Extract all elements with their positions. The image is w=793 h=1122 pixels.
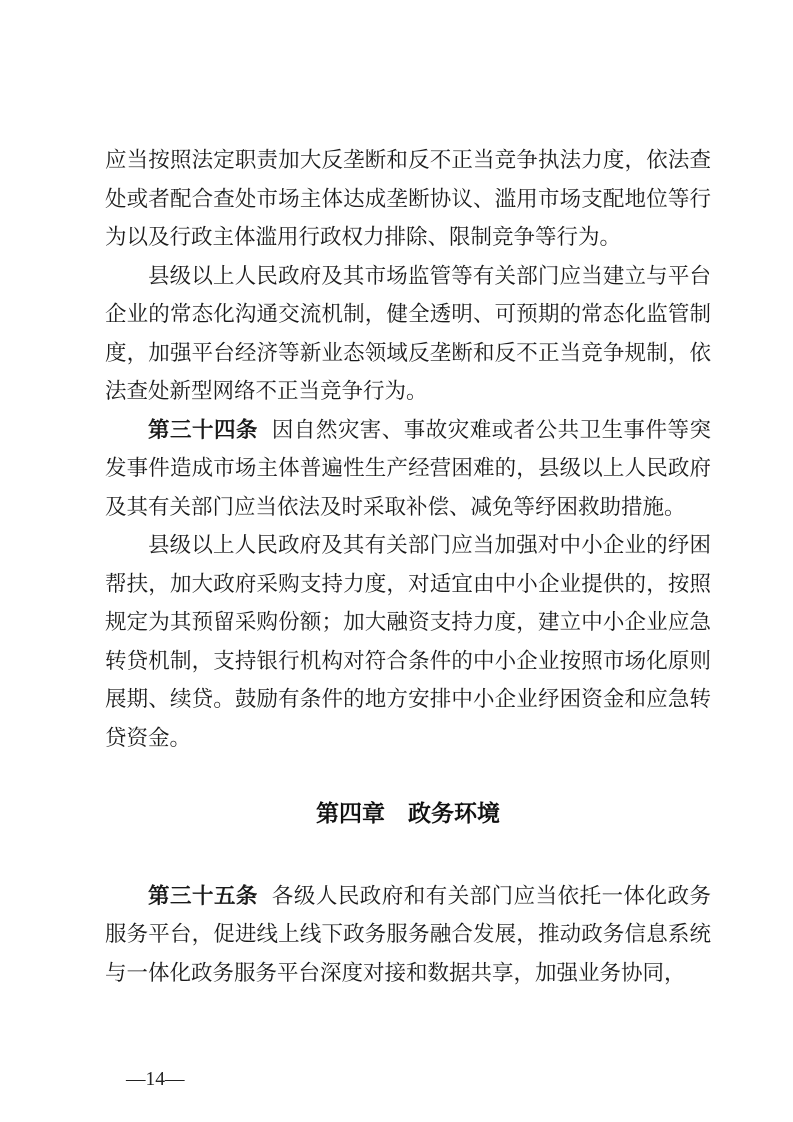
body-paragraph [105, 141, 711, 257]
body-paragraph [105, 526, 711, 757]
document-text-block [105, 141, 711, 992]
article-number-label: 第三十五条 [148, 883, 258, 908]
paragraph-text: 应当按照法定职责加大反垄断和反不正当竞争执法力度，依法查处或者配合查处市场主体达成垄断协议、滥用市场支配地位等行为以及行政主体滥用行政权力排除、限制竞争等行为。 [105, 148, 711, 249]
paragraph-text: 各级人民政府和有关部门应当依托一体化政务服务平台，促进线上线下政务服务融合发展，推动政务信息系统与一体化政务服务平台深度对接和数据共享，加强业务协同， [105, 883, 711, 985]
body-paragraph [105, 877, 711, 993]
chapter-heading: 第四章 政务环境 [316, 800, 500, 826]
article-number-label: 第三十四条 [148, 417, 258, 442]
paragraph-text: 因自然灾害、事故灾难或者公共卫生事件等突发事件造成市场主体普遍性生产经营困难的，县级以上人民政府及其有关部门应当依法及时采取补偿、减免等纾困救助措施。 [105, 417, 711, 519]
paragraph-text: 县级以上人民政府及其市场监管等有关部门应当建立与平台企业的常态化沟通交流机制，健全透明、可预期的常态化监管制度，加强平台经济等新业态领域反垄断和反不正当竞争规制，依法查处新型网络不正当竞争行为。 [105, 263, 711, 403]
page-number: —14— [126, 1069, 185, 1090]
body-paragraph [105, 411, 711, 527]
paragraph-text: 县级以上人民政府及其有关部门应当加强对中小企业的纾困帮扶，加大政府采购支持力度，对适宜由中小企业提供的，按照规定为其预留采购份额；加大融资支持力度，建立中小企业应急转贷机制，支持银行机构对符合条件的中小企业按照市场化原则展期、续贷。鼓励有条件的地方安排中小企业纾困资金和应急转贷资金。 [105, 533, 711, 750]
body-paragraph [105, 257, 711, 411]
